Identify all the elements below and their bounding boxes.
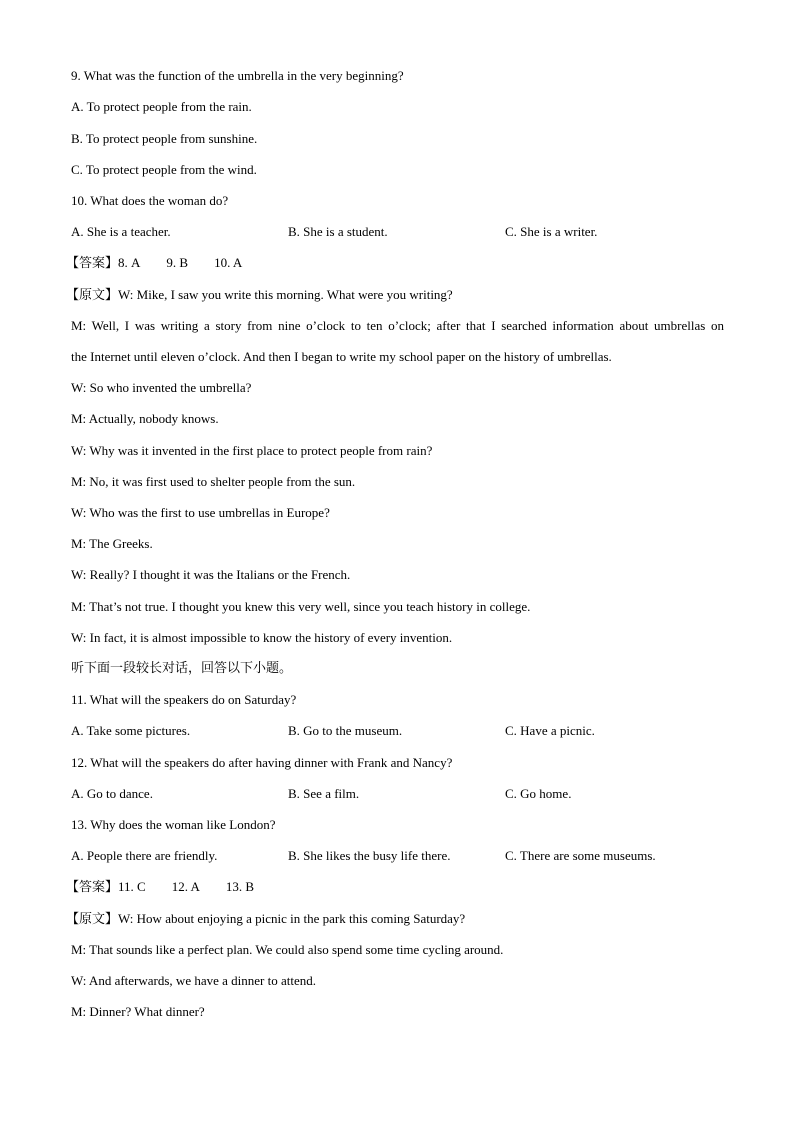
option-11b: B. Go to the museum. bbox=[288, 723, 403, 738]
option-10a: A. She is a teacher. bbox=[71, 224, 171, 239]
transcript-line: W: So who invented the umbrella? bbox=[71, 380, 252, 395]
transcript-line: the Internet until eleven o’clock. And then I began to write my school paper on the history of umbrellas. bbox=[71, 349, 612, 364]
option-9a: A. To protect people from the rain. bbox=[71, 99, 252, 114]
options-11 bbox=[71, 723, 724, 739]
transcript-line: M: Actually, nobody knows. bbox=[71, 411, 219, 426]
transcript-line: M: That’s not true. I thought you knew this very well, since you teach history in college. bbox=[71, 599, 531, 614]
transcript-line: M: The Greeks. bbox=[71, 536, 153, 551]
option-13a: A. People there are friendly. bbox=[71, 848, 218, 863]
answer-tag: 【答案】 bbox=[66, 256, 119, 271]
option-9c: C. To protect people from the wind. bbox=[71, 162, 257, 177]
transcript-line: M: Well, I was writing a story from nine o’clock to ten o’clock; after that I searched information about umbrellas on bbox=[71, 318, 724, 333]
option-12c: C. Go home. bbox=[505, 786, 572, 801]
answer-tag: 【答案】 bbox=[66, 880, 119, 895]
question-12: 12. What will the speakers do after having dinner with Frank and Nancy? bbox=[71, 755, 453, 770]
option-9b: B. To protect people from sunshine. bbox=[71, 131, 258, 146]
answer-item: 10. A bbox=[214, 255, 243, 270]
transcript-line: W: How about enjoying a picnic in the park this coming Saturday? bbox=[118, 911, 466, 926]
transcript-1-first bbox=[66, 287, 724, 304]
transcript-line: W: And afterwards, we have a dinner to attend. bbox=[71, 973, 316, 988]
answer-item: 11. C bbox=[118, 879, 146, 894]
option-10c: C. She is a writer. bbox=[505, 224, 598, 239]
option-13b: B. She likes the busy life there. bbox=[288, 848, 451, 863]
answer-key-2 bbox=[66, 879, 724, 896]
option-13c: C. There are some museums. bbox=[505, 848, 656, 863]
answer-item: 9. B bbox=[166, 255, 189, 270]
transcript-line: W: Why was it invented in the first place to protect people from rain? bbox=[71, 443, 433, 458]
transcript-tag: 【原文】 bbox=[66, 912, 119, 927]
transcript-tag: 【原文】 bbox=[66, 288, 119, 303]
transcript-line: W: Really? I thought it was the Italians or the French. bbox=[71, 567, 351, 582]
transcript-line: M: Dinner? What dinner? bbox=[71, 1004, 205, 1019]
section-instruction: 听下面一段较长对话，回答以下小题。 bbox=[71, 661, 293, 676]
transcript-line: W: In fact, it is almost impossible to know the history of every invention. bbox=[71, 630, 453, 645]
options-12 bbox=[71, 786, 724, 802]
transcript-2-first bbox=[66, 911, 724, 928]
option-11a: A. Take some pictures. bbox=[71, 723, 191, 738]
option-12b: B. See a film. bbox=[288, 786, 360, 801]
transcript-line: W: Who was the first to use umbrellas in Europe? bbox=[71, 505, 330, 520]
option-10b: B. She is a student. bbox=[288, 224, 388, 239]
option-11c: C. Have a picnic. bbox=[505, 723, 595, 738]
question-13: 13. Why does the woman like London? bbox=[71, 817, 276, 832]
question-9: 9. What was the function of the umbrella in the very beginning? bbox=[71, 68, 404, 83]
answer-key-1 bbox=[66, 255, 724, 272]
question-11: 11. What will the speakers do on Saturday? bbox=[71, 692, 297, 707]
option-12a: A. Go to dance. bbox=[71, 786, 153, 801]
answer-item: 8. A bbox=[118, 255, 141, 270]
options-13 bbox=[71, 848, 724, 864]
answer-item: 12. A bbox=[171, 879, 200, 894]
transcript-line: W: Mike, I saw you write this morning. What were you writing? bbox=[118, 287, 453, 302]
options-10 bbox=[71, 224, 724, 240]
transcript-line: M: No, it was first used to shelter people from the sun. bbox=[71, 474, 356, 489]
answer-item: 13. B bbox=[225, 879, 255, 894]
transcript-line: M: That sounds like a perfect plan. We could also spend some time cycling around. bbox=[71, 942, 504, 957]
question-10: 10. What does the woman do? bbox=[71, 193, 229, 208]
